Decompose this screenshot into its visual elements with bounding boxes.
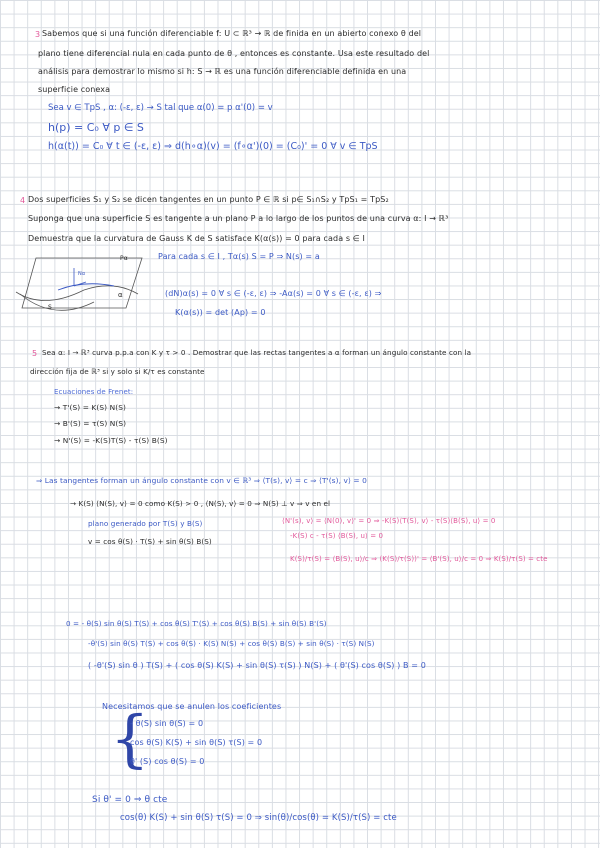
derivative-eq-line-3: ( -θ'(S) sin θ ) T(S) + ( cos θ(S) K(S) + sin θ(S) τ(S) ) N(S) + ( θ'(S) cos θ(S) ) B = 0 [88, 661, 426, 670]
implication-line: ⇒ Las tangentes forman un ángulo constante con v ∈ ℝ³ ⇒ ⟨T(s), v⟩ = c ⇒ ⟨T'(s), v⟩ = 0 [36, 476, 367, 485]
figure-surface-label: S [48, 304, 52, 311]
problem-5-statement-line-2: dirección fija de ℝ³ si y solo si K/τ es constante [30, 367, 205, 376]
problem-5-statement-line-1: Sea α: I → ℝ³ curva p.p.a con K y τ > 0 . Demostrar que las rectas tangentes a α forman un ángulo constante con la [42, 348, 472, 357]
problem-3-solution-line-1: Sea v ∈ TpS , α: (-ε, ε) → S tal que α(0) = p α'(0) = v [48, 103, 273, 113]
tangent-surface-figure [14, 250, 154, 330]
figure-normal-label: Nα [78, 271, 86, 277]
coefficient-eq-2: cos θ(S) K(S) + sin θ(S) τ(S) = 0 [130, 738, 263, 747]
problem-3-statement-line-1: Sabemos que si una función diferenciable f: U ⊂ ℝ³ → ℝ de finida en un abierto conexo θ del [42, 29, 422, 38]
problem-4-number: 4 [20, 196, 26, 205]
analysis-line-2: plano generado por T(S) y B(S) [88, 519, 203, 528]
derivative-eq-line-1: 0 = - θ(S) sin θ(S) T(S) + cos θ(S) T'(S) + cos θ(S) B(S) + sin θ(S) B'(S) [66, 619, 327, 628]
derivative-eq-line-2: -θ'(S) sin θ(S) T(S) + cos θ(S) · K(S) N(S) + cos θ(S) B(S) + sin θ(S) · τ(S) N(S) [88, 639, 375, 648]
problem-5-number: 5 [32, 349, 38, 358]
pink-derivation-line-2: -K(S) c - τ(S) ⟨B(S), u⟩ = 0 [290, 532, 384, 540]
problem-4-solution-line-1: Para cada s ∈ I , Tα(s) S = P ⇒ N(s) = a [158, 252, 320, 261]
system-brace: { [110, 702, 150, 775]
problem-3-statement-line-4: superficie conexa [38, 85, 111, 94]
problem-4-solution-line-3: K(α(s)) = det (Ap) = 0 [175, 308, 266, 317]
analysis-line-1: → K(S) ⟨N(S), v⟩ = 0 como K(S) > 0 , ⟨N(S), v⟩ = 0 ⇒ N(S) ⊥ v ⇒ v en el [70, 499, 331, 508]
frenet-eq-1: → T'(S) = K(S) N(S) [54, 403, 126, 412]
conclusion-line-2: cos(θ) K(S) + sin θ(S) τ(S) = 0 ⇒ sin(θ)/cos(θ) = K(S)/τ(S) = cte [120, 813, 397, 823]
problem-3-solution-line-3: h(α(t)) = C₀ ∀ t ∈ (-ε, ε) ⇒ d(h∘α)(v) = (f∘α')(0) = (C₀)' = 0 ∀ v ∈ TpS [48, 141, 378, 152]
frenet-eq-3: → N'(S) = -K(S)T(S) - τ(S) B(S) [54, 436, 168, 445]
pink-derivation-line-3: K(S)/τ(S) = ⟨B(S), u⟩/c ⇒ (K(S)/τ(S))' = ⟨B'(S), u⟩/c = 0 ⇒ K(S)/τ(S) = cte [290, 555, 548, 563]
figure-curve-label: α [118, 291, 123, 299]
coefficients-title: Necesitamos que se anulen los coeficientes [102, 702, 282, 711]
analysis-line-3: v = cos θ(S) · T(S) + sin θ(S) B(S) [88, 537, 212, 546]
problem-3-statement-line-2: plano tiene diferencial nula en cada punto de θ , entonces es constante. Usa este resultado del [38, 49, 430, 58]
figure-plane-label: Pα [120, 255, 128, 262]
frenet-title: Ecuaciones de Frenet: [54, 388, 134, 396]
coefficient-eq-3: θ' (S) cos θ(S) = 0 [130, 757, 205, 766]
problem-3-number: 3 [35, 30, 41, 39]
problem-4-solution-line-2: (dN)α(s) = 0 ∀ s ∈ (-ε, ε) ⇒ -Aα(s) = 0 ∀ s ∈ (-ε, ε) ⇒ [165, 289, 382, 298]
frenet-eq-2: → B'(S) = τ(S) N(S) [54, 419, 127, 428]
coefficient-eq-1: - θ(S) sin θ(S) = 0 [130, 719, 204, 728]
problem-4-statement-line-1: Dos superficies S₁ y S₂ se dicen tangentes en un punto P ∈ ℝ si p∈ S₁∩S₂ y TpS₁ = TpS₂ [28, 195, 389, 204]
problem-3-solution-line-2: h(p) = C₀ ∀ p ∈ S [48, 121, 144, 134]
problem-3-statement-line-3: análisis para demostrar lo mismo si h: S → ℝ es una función diferenciable definida en una [38, 67, 407, 76]
conclusion-line-1: Si θ' = 0 ⇒ θ cte [92, 795, 168, 805]
problem-4-statement-line-3: Demuestra que la curvatura de Gauss K de S satisface K(α(s)) = 0 para cada s ∈ I [28, 234, 365, 243]
pink-derivation-line-1: ⟨N'(s), v⟩ = ⟨N(0), v⟩' = 0 ⇒ -K(S)⟨T(S), v⟩ - τ(S)⟨B(S), u⟩ = 0 [282, 517, 496, 525]
problem-4-statement-line-2: Suponga que una superficie S es tangente a un plano P a lo largo de los puntos de una curva α: I → ℝ³ [28, 214, 449, 223]
